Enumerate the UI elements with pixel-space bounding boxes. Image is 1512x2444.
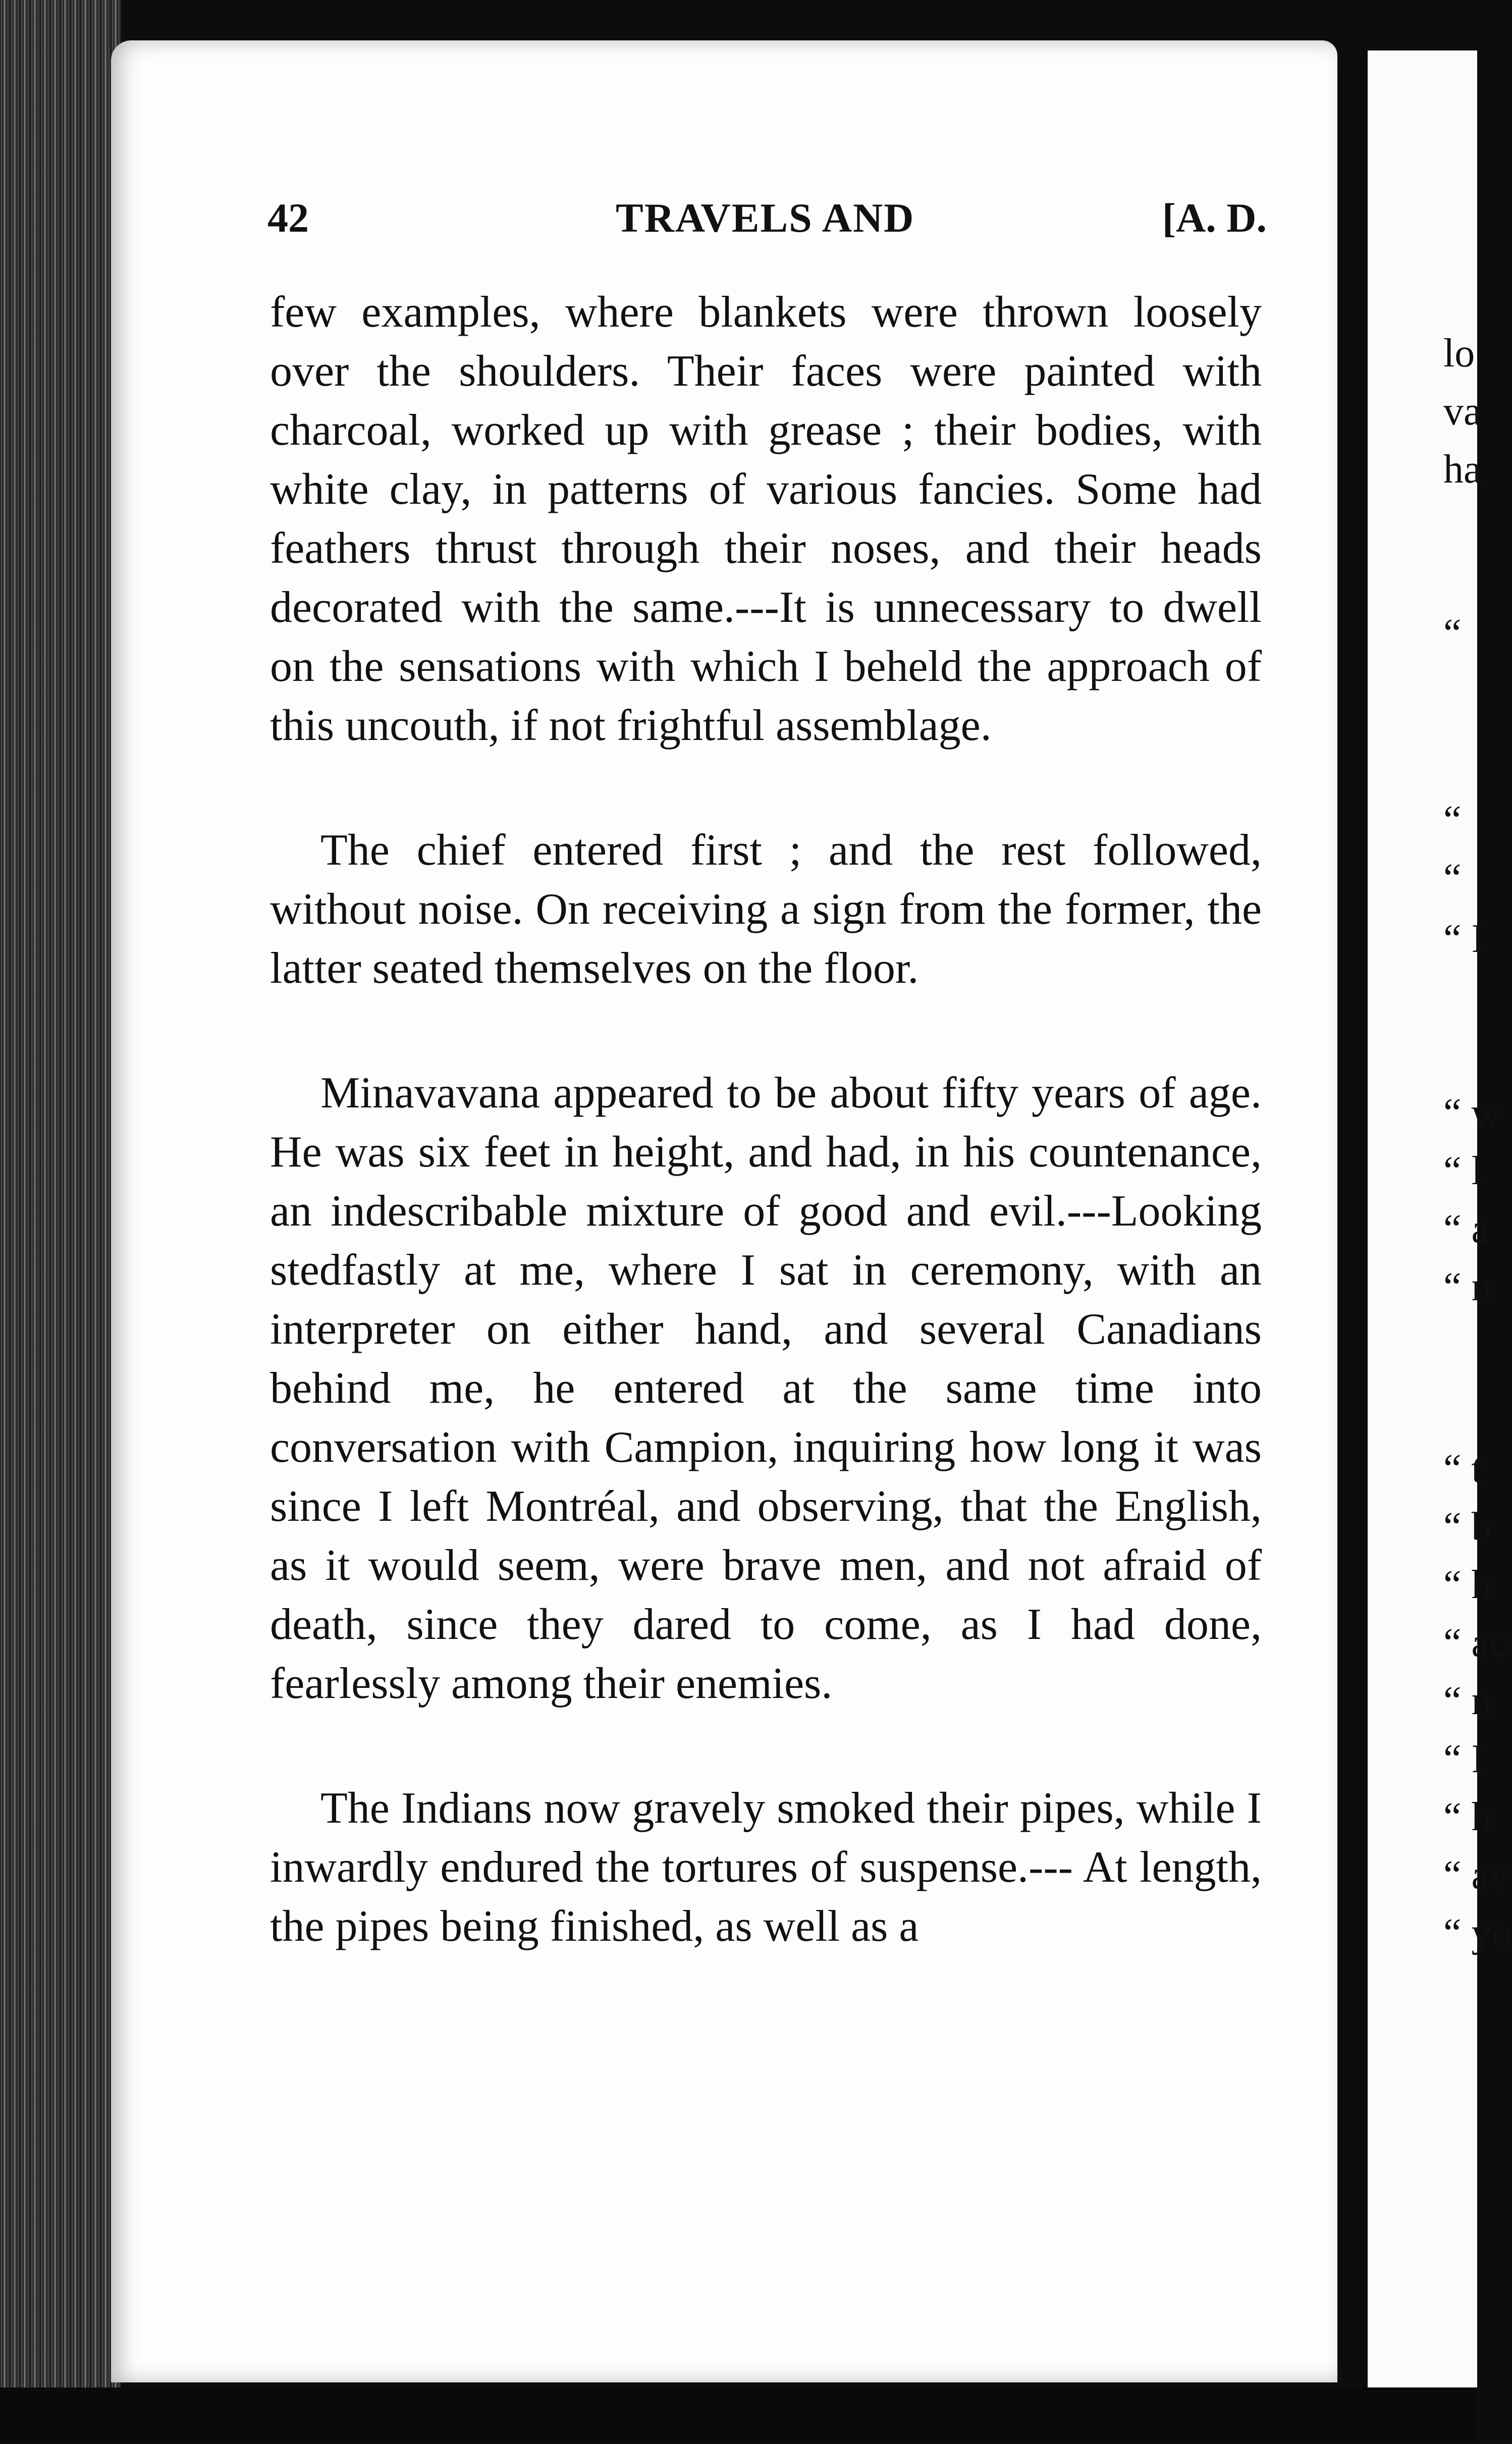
paragraph-1: few examples, where blankets were thrown loosely over the shoulders. Their faces were painted with charcoal, worked up with grease ; their bodies, with white clay, in patterns of various fancies. Some had feathers thrust through their noses, and their heads decorated with the same.---It is unnecessary to dwell on the sensations with which I beheld the approach of this uncouth, if not frightful assemblage. <box>270 288 1262 750</box>
facing-line: “ <box>1443 856 1462 900</box>
binding-gutter <box>0 0 121 2444</box>
facing-line: ha <box>1443 447 1482 492</box>
facing-line: “ b <box>1443 1505 1492 1549</box>
page-body <box>270 283 1262 2022</box>
page-number: 42 <box>267 195 309 241</box>
facing-line: “ w <box>1443 1091 1501 1135</box>
paragraph-2: The chief entered first ; and the rest followed, without noise. On receiving a sign from the former, the latter seated themselves on the floor. <box>270 826 1262 993</box>
facing-line: “ h <box>1443 1563 1492 1607</box>
facing-line: “ n <box>1443 1679 1492 1723</box>
facing-line: “ t <box>1443 1447 1483 1491</box>
running-title: TRAVELS AND <box>616 195 915 241</box>
paragraph-4: The Indians now gravely smoked their pipes, while I inwardly endured the tortures of suspense.--- At length, the pipes being finished, as well as a <box>270 1784 1262 1951</box>
facing-line: “ ac <box>1443 1621 1507 1665</box>
facing-line: “ av <box>1443 1853 1510 1897</box>
facing-line: “ <box>1443 611 1462 656</box>
facing-line: “ <box>1443 798 1462 842</box>
facing-line: “ l <box>1443 1149 1483 1193</box>
facing-line: “ I <box>1443 917 1485 961</box>
page-header <box>161 194 1267 255</box>
running-date-head: [A. D. <box>1162 195 1267 241</box>
facing-line: “ yo <box>1443 1911 1512 1955</box>
facing-line: “ h <box>1443 1795 1492 1839</box>
scan-bottom-border <box>0 2387 1477 2444</box>
facing-line: “ I <box>1443 1737 1485 1781</box>
facing-line: “ n <box>1443 1265 1492 1309</box>
facing-line: lo <box>1443 331 1475 376</box>
paragraph-3: Minavavana appeared to be about fifty years of age. He was six feet in height, and had, in his countenance, an indescribable mixture of good and evil.---Looking stedfastly at me, where I sat in ceremony, with an interpreter on either hand, and several Canadians behind me, he entered at the same time into conversation with Campion, inquiring how long it was since I left Montréal, and observing, that the English, as it would seem, were brave men, and not afraid of death, since they dared to come, as I had done, fearlessly among their enemies. <box>270 1069 1262 1708</box>
facing-line: “ a <box>1443 1207 1490 1251</box>
facing-line: va <box>1443 389 1482 434</box>
